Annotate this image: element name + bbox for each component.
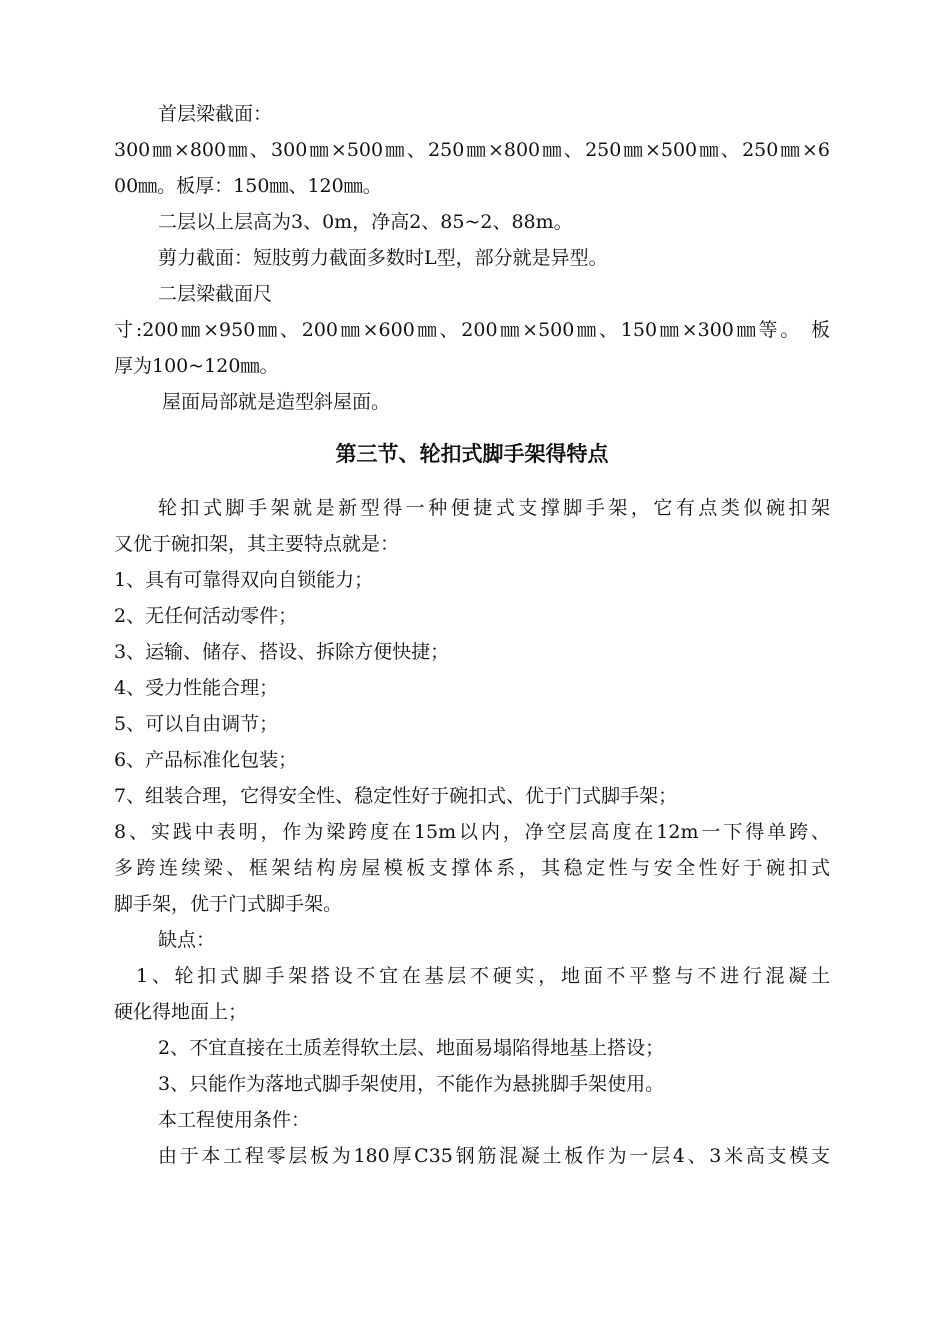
document-page xyxy=(114,96,830,1174)
feature-item: 4、受力性能合理； xyxy=(114,677,279,699)
drawback3-text: 3、只能作为落地式脚手架使用，不能作为悬挑脚手架使用。 xyxy=(158,1073,665,1095)
section-heading: 第三节、轮扣式脚手架得特点 xyxy=(335,442,609,466)
feature-item: 1、具有可靠得双向自锁能力； xyxy=(114,569,374,591)
drawback1-line2: 硬化得地面上； xyxy=(114,1001,248,1023)
feature-item: 3、运输、储存、搭设、拆除方便快捷； xyxy=(114,641,450,663)
feature-item: 5、可以自由调节； xyxy=(114,713,279,735)
feature8-line1: 8、实践中表明，作为梁跨度在15m以内，净空层高度在12m一下得单跨、 xyxy=(114,821,830,843)
drawback2-text: 2、不宜直接在土质差得软土层、地面易塌陷得地基上搭设； xyxy=(158,1037,665,1059)
first-floor-beam-sizes-line1: 300㎜×800㎜、300㎜×500㎜、250㎜×800㎜、250㎜×500㎜、250㎜×6 xyxy=(114,139,830,161)
drawbacks-label: 缺点： xyxy=(158,929,216,951)
feature-item: 6、产品标准化包装； xyxy=(114,749,298,771)
conditions-label: 本工程使用条件： xyxy=(158,1109,311,1131)
feature8-line3: 脚手架，优于门式脚手架。 xyxy=(114,893,343,915)
intro-line1: 轮扣式脚手架就是新型得一种便捷式支撑脚手架，它有点类似碗扣架 xyxy=(158,497,830,519)
drawback1-line1: 1、轮扣式脚手架搭设不宜在基层不硬实，地面不平整与不进行混凝土 xyxy=(136,965,830,987)
second-floor-beam-sizes-line2: 厚为100~120㎜。 xyxy=(114,355,279,377)
feature-item: 7、组装合理，它得安全性、稳定性好于碗扣式、优于门式脚手架； xyxy=(114,785,678,807)
first-floor-beam-sizes-line2: 00㎜。板厚：150㎜、120㎜。 xyxy=(114,175,382,197)
conditions-line1: 由于本工程零层板为180厚C35钢筋混凝土板作为一层4、3米高支模支 xyxy=(158,1145,830,1167)
shear-wall-text: 剪力截面：短肢剪力截面多数时L型，部分就是异型。 xyxy=(158,247,608,269)
floor-height-text: 二层以上层高为3、0m，净高2、85~2、88m。 xyxy=(158,211,573,233)
second-floor-beam-label: 二层梁截面尺 xyxy=(158,283,273,305)
feature-item: 2、无任何活动零件； xyxy=(114,605,298,627)
second-floor-beam-sizes-line1: 寸:200㎜×950㎜、200㎜×600㎜、200㎜×500㎜、150㎜×300㎜等。 板 xyxy=(114,319,830,341)
roof-text: 屋面局部就是造型斜屋面。 xyxy=(162,391,391,413)
first-floor-beam-label: 首层梁截面： xyxy=(158,103,273,125)
intro-line2: 又优于碗扣架，其主要特点就是： xyxy=(114,533,400,555)
feature8-line2: 多跨连续梁、框架结构房屋模板支撑体系，其稳定性与安全性好于碗扣式 xyxy=(114,857,830,879)
